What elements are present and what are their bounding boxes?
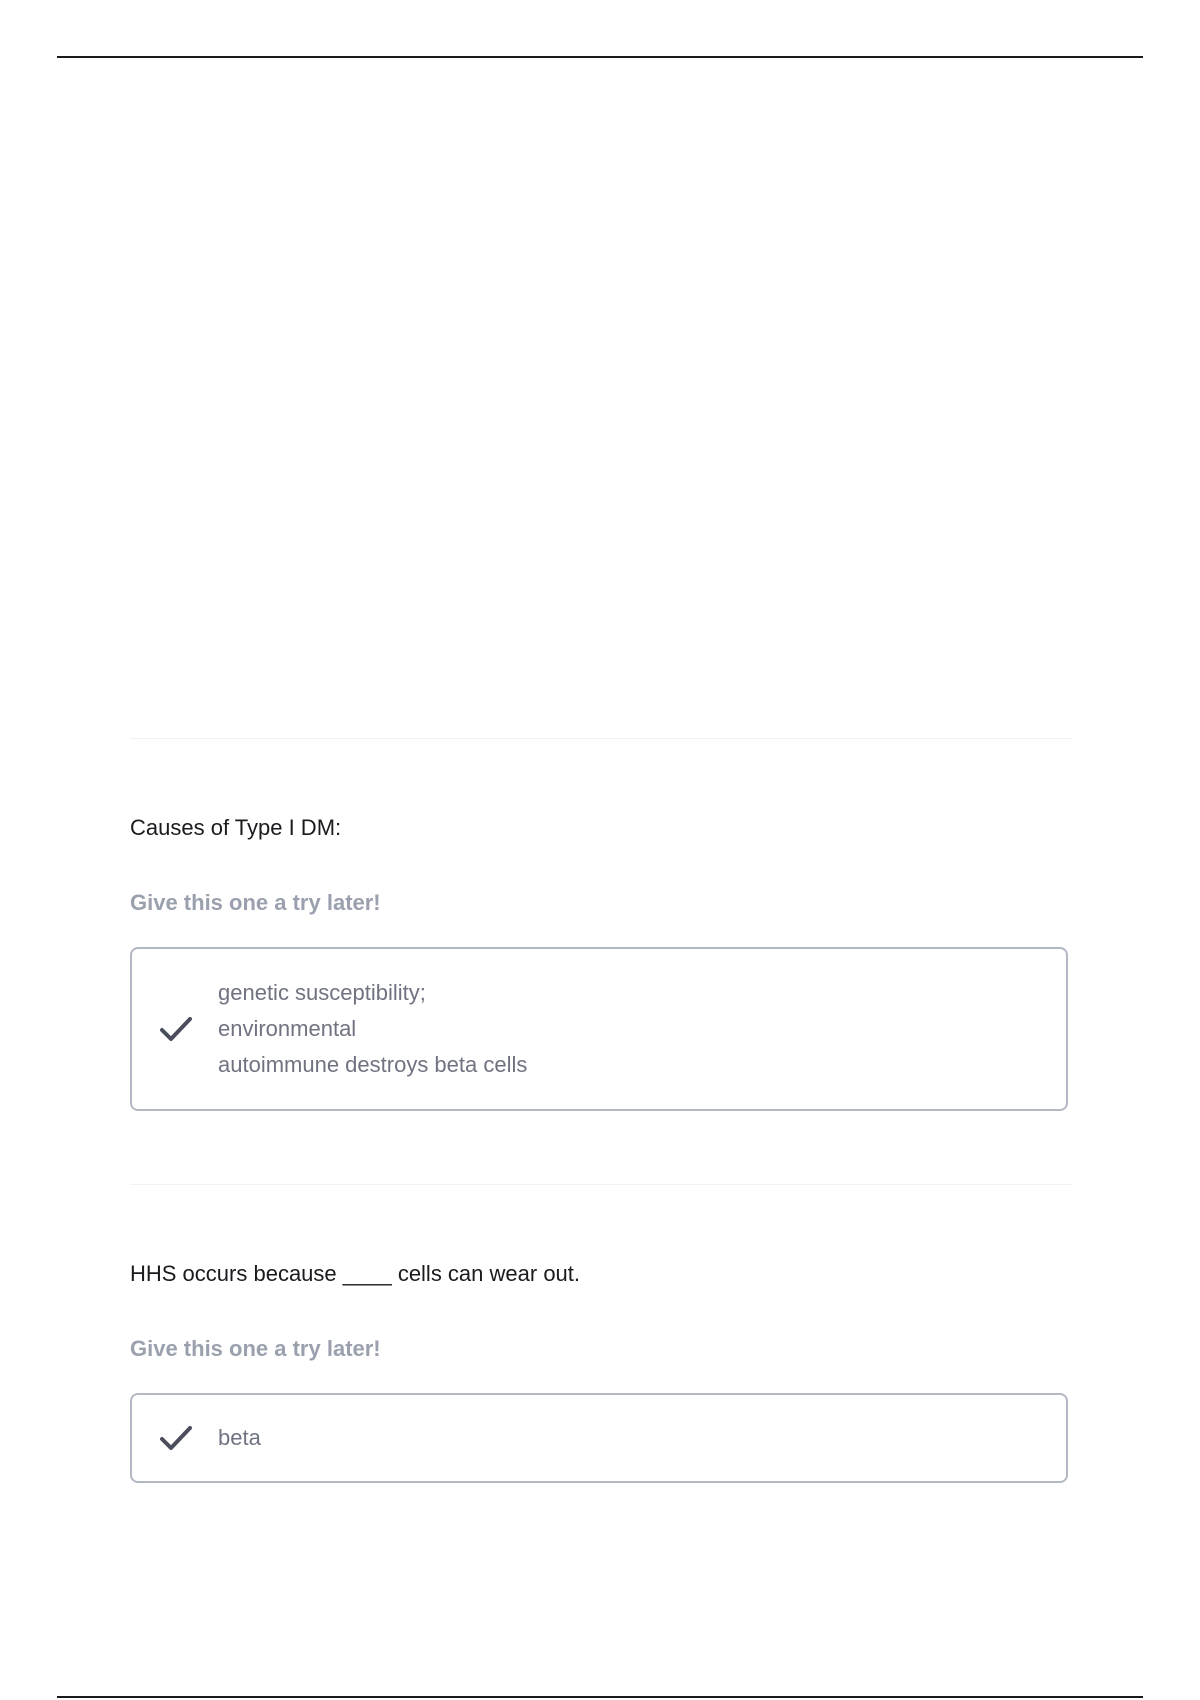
answer-line: autoimmune destroys beta cells <box>218 1052 528 1077</box>
answer-line: genetic susceptibility; <box>218 980 426 1005</box>
try-later-hint: Give this one a try later! <box>130 890 381 915</box>
card-divider <box>130 738 1072 739</box>
flashcard-question-1 <box>130 813 1072 1077</box>
answer-box[interactable] <box>130 1393 1068 1483</box>
question-prompt: Causes of Type I DM: <box>130 815 342 840</box>
try-later-hint: Give this one a try later! <box>130 1336 381 1361</box>
checkmark-icon <box>156 1418 196 1458</box>
flashcard-question-2 <box>130 1259 1072 1450</box>
page-top-rule <box>57 56 1143 58</box>
page-bottom-rule <box>57 1696 1143 1698</box>
answer-text <box>218 975 527 1083</box>
question-prompt: HHS occurs because ____ cells can wear out. <box>130 1261 581 1286</box>
answer-box[interactable] <box>130 947 1068 1111</box>
card-divider <box>130 1184 1072 1185</box>
checkmark-icon <box>156 1009 196 1049</box>
answer-line: beta <box>218 1425 261 1450</box>
answer-text <box>218 1420 261 1456</box>
answer-line: environmental <box>218 1016 357 1041</box>
